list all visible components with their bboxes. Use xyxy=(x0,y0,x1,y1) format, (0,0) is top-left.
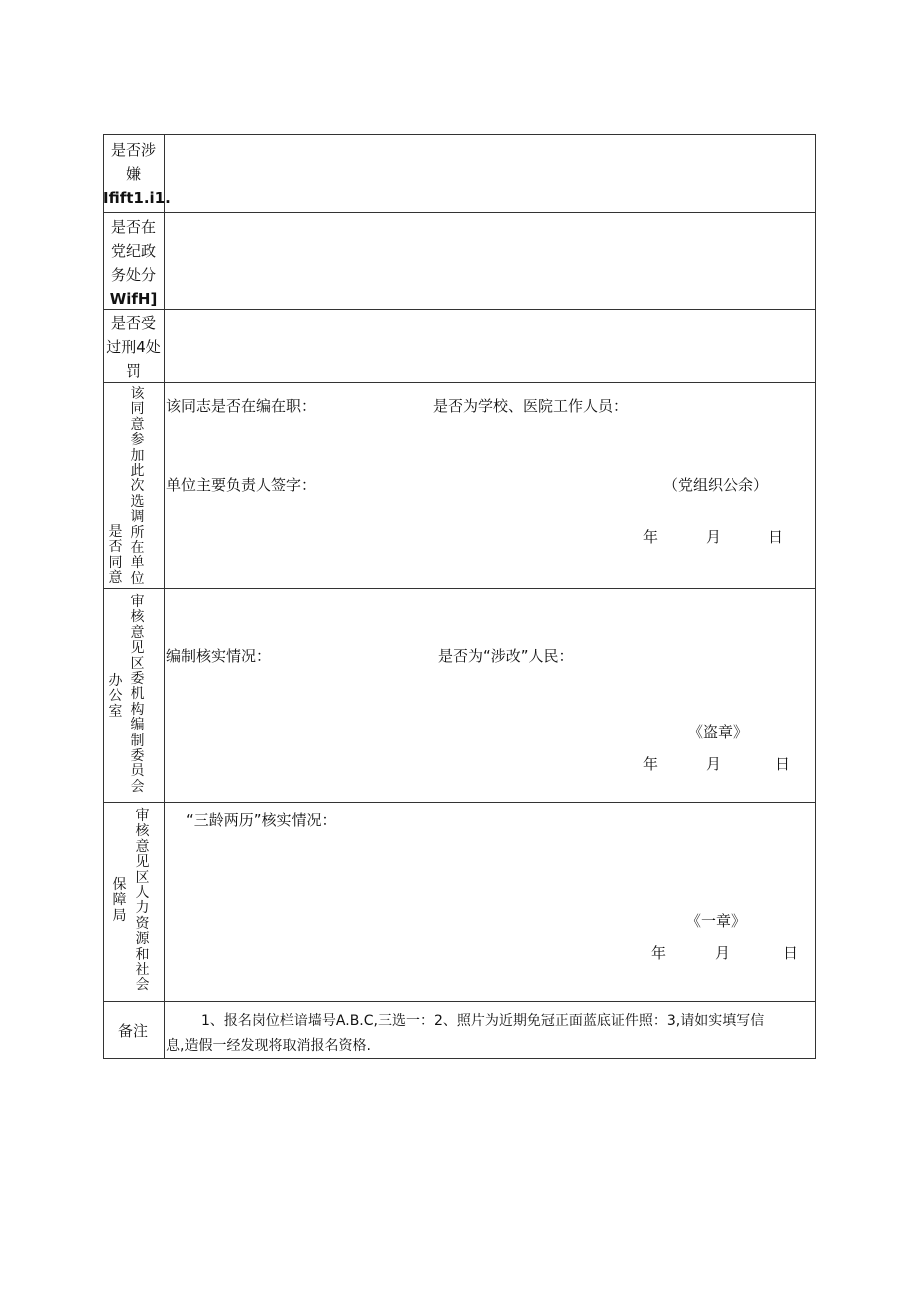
row-divider xyxy=(103,212,816,213)
registration-form-table xyxy=(103,134,816,1059)
party-discipline-value-cell[interactable] xyxy=(165,310,815,311)
date-year: 年 xyxy=(643,528,659,546)
label-line: Ifift1.i1. xyxy=(103,189,171,207)
hr-bureau-label-right: 审核意见区人力资源和社会 xyxy=(135,808,150,994)
school-hospital-question: 是否为学校、医院工作人员： xyxy=(433,397,629,415)
label-line: 是否涉 xyxy=(110,141,156,159)
party-org-seal-text: （党组织公余） xyxy=(663,476,769,494)
date-day: 日 xyxy=(775,755,791,773)
unit-consent-label-left: 是否同意 xyxy=(108,524,123,587)
date-day: 日 xyxy=(768,528,784,546)
label-line: 是否受 xyxy=(110,314,156,332)
date-day: 日 xyxy=(783,944,799,962)
staffing-seal-text: 《盗章》 xyxy=(688,723,749,741)
criminal-penalty-label xyxy=(103,311,164,383)
label-line: 是否在 xyxy=(110,218,156,236)
remarks-label: 备注 xyxy=(118,1022,149,1040)
label-line: 过刑4处 xyxy=(106,338,161,356)
table-border-bottom xyxy=(103,1058,816,1059)
date-month: 月 xyxy=(706,755,722,773)
label-line: 务处分 xyxy=(110,266,156,284)
hr-bureau-label-left: 保障局 xyxy=(112,877,127,924)
staffing-verify-label: 编制核实情况： xyxy=(166,647,272,665)
label-line: 罚 xyxy=(125,362,141,380)
hr-seal-text: 《一章》 xyxy=(686,912,747,930)
unit-head-signature-label: 单位主要负责人签字： xyxy=(166,476,317,494)
row-divider xyxy=(103,802,816,803)
remarks-line-1: 1、报名岗位栏谙墙号A.B.C,三选一：2、照片为近期免冠正面蓝底证件照：3,请如实填写信 xyxy=(201,1013,765,1029)
staffing-office-label-left: 办公室 xyxy=(108,673,123,720)
in-service-question: 该同志是否在编在职： xyxy=(166,397,317,415)
date-month: 月 xyxy=(706,528,722,546)
row-divider xyxy=(103,1001,816,1002)
staffing-office-label-right: 审核意见区委机构编制委员会 xyxy=(130,594,145,795)
involved-label xyxy=(103,138,171,210)
date-month: 月 xyxy=(715,944,731,962)
date-year: 年 xyxy=(651,944,667,962)
party-discipline-label xyxy=(103,215,164,311)
remarks-line-2: 息,造假一经发现将取消报名资格. xyxy=(166,1038,371,1054)
hr-verify-label: “三龄两历”核实情况： xyxy=(186,811,337,829)
column-divider xyxy=(164,134,165,1059)
label-line: WifH] xyxy=(109,290,158,308)
row-divider xyxy=(103,588,816,589)
table-border-right xyxy=(815,134,816,1059)
reform-question: 是否为“涉改”人民： xyxy=(438,647,574,665)
unit-consent-label-right: 该同意参加此次选调所在单位 xyxy=(130,386,145,587)
criminal-penalty-value-cell[interactable] xyxy=(165,383,815,384)
label-line: 嫌 xyxy=(125,165,141,183)
label-line: 党纪政 xyxy=(110,242,156,260)
date-year: 年 xyxy=(643,755,659,773)
involved-value-cell[interactable] xyxy=(165,135,815,212)
